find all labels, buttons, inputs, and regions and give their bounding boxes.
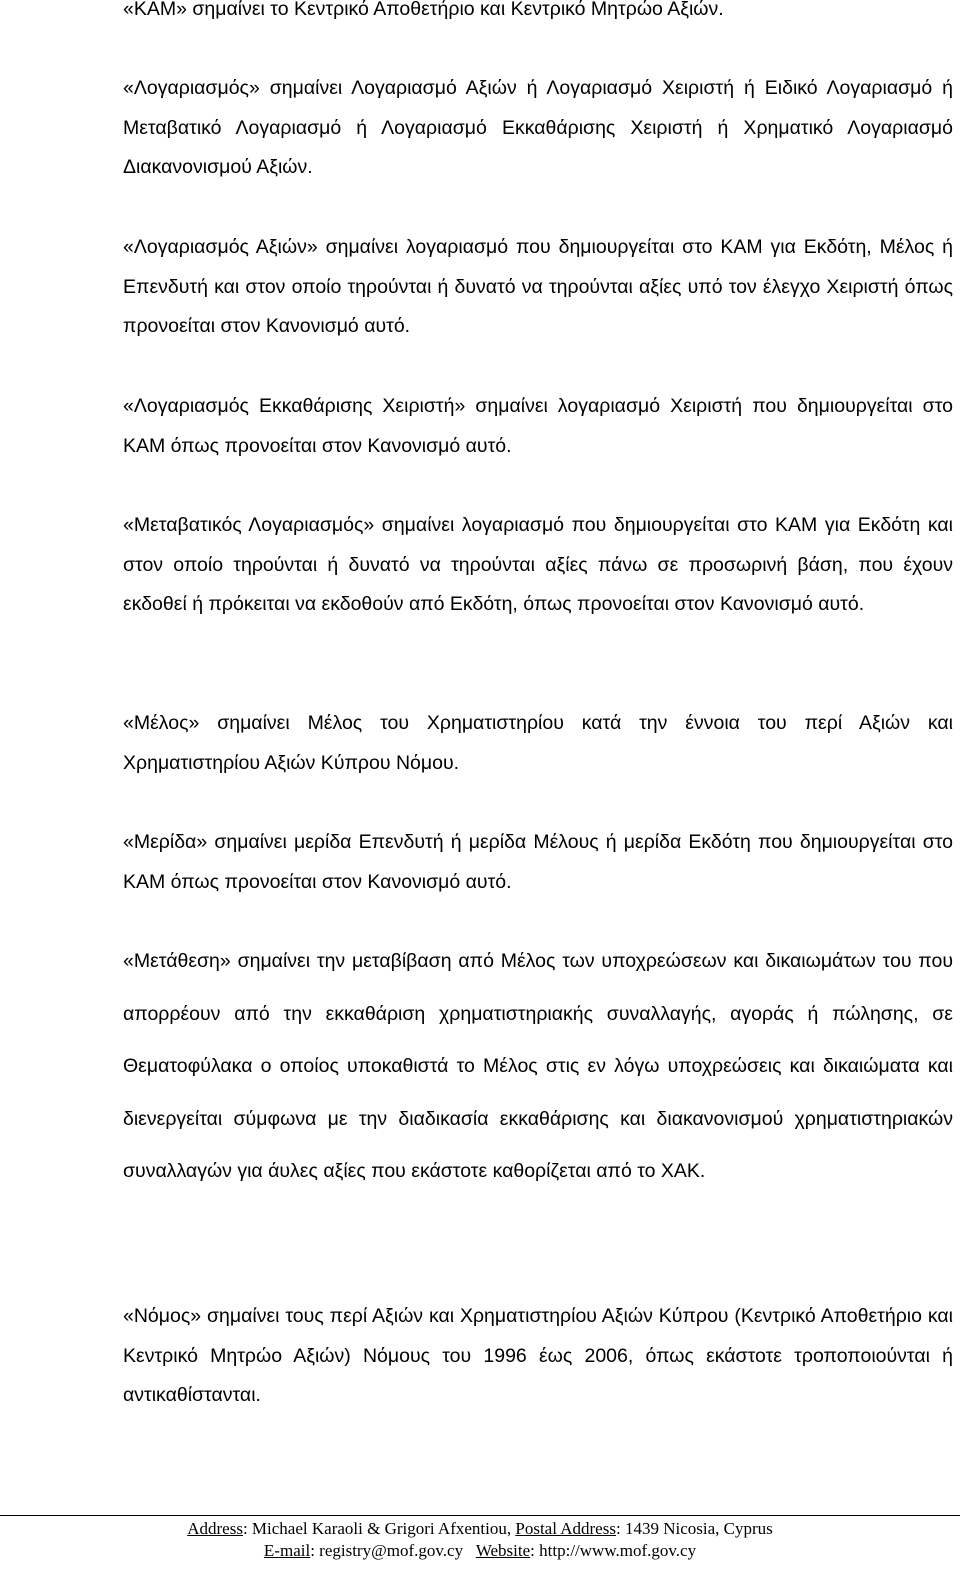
postal-address-label: Postal Address <box>515 1519 616 1538</box>
footer-divider <box>0 1515 960 1516</box>
email-link[interactable]: : registry@mof.gov.cy <box>310 1541 464 1560</box>
footer-address-line <box>0 1518 960 1540</box>
definition-nomos: «Νόμος» σημαίνει τους περί Αξιών και Χρηματιστηρίου Αξιών Κύπρου (Κεντρικό Αποθετήριο και Κεντρικό Μητρώο Αξιών) Νόμους του 1996 έως 2006, όπως εκάστοτε τροποποιούνται ή αντικαθίστανται. <box>123 1305 953 1406</box>
footer-contact-line <box>0 1540 960 1562</box>
definition-logariasmos-axion: «Λογαριασμός Αξιών» σημαίνει λογαριασμό που δημιουργείται στο ΚΑΜ για Εκδότη, Μέλος ή Επενδυτή και στον οποίο τηρούνται ή δυνατό να τηρούνται αξίες υπό τον έλεγχο Χειριστή όπως προνοείται στον Κανονισμό αυτό. <box>123 236 953 337</box>
postal-address-value: : 1439 Nicosia, Cyprus <box>615 1519 773 1538</box>
website-link[interactable]: : http://www.mof.gov.cy <box>530 1541 697 1560</box>
definition-merida: «Μερίδα» σημαίνει μερίδα Επενδυτή ή μερίδα Μέλους ή μερίδα Εκδότη που δημιουργείται στο ΚΑΜ όπως προνοείται στον Κανονισμό αυτό. <box>123 831 953 893</box>
definition-logariasmos-ekkatharisis: «Λογαριασμός Εκκαθάρισης Χειριστή» σημαίνει λογαριασμό Χειριστή που δημιουργείται στο ΚΑΜ όπως προνοείται στον Κανονισμό αυτό. <box>123 395 953 457</box>
address-value: : Michael Karaoli & Grigori Afxentiou, <box>242 1519 516 1538</box>
definition-metathesi: «Μετάθεση» σημαίνει την μεταβίβαση από Μέλος των υποχρεώσεων και δικαιωμάτων του που απορρέουν από την εκκαθάριση χρηματιστηριακής συναλλαγής, αγοράς ή πώλησης, σε Θεματοφύλακα ο οποίος υποκαθιστά το Μέλος στις εν λόγω υποχρεώσεις και δικαιώματα και διενεργείται σύμφωνα με την διαδικασία εκκαθάρισης και διακανονισμού χρηματιστηριακών συναλλαγών για άυλες αξίες που εκάστοτε καθορίζεται από το ΧΑΚ. <box>123 950 953 1182</box>
address-label: Address <box>187 1519 243 1538</box>
definition-metavatikos-logariasmos: «Μεταβατικός Λογαριασμός» σημαίνει λογαριασμό που δημιουργείται στο ΚΑΜ για Εκδότη και στον οποίο τηρούνται ή δυνατό να τηρούνται αξίες πάνω σε προσωρινή βάση, που έχουν εκδοθεί ή πρόκειται να εκδοθούν από Εκδότη, όπως προνοείται στον Κανονισμό αυτό. <box>123 514 953 615</box>
page-footer <box>0 1518 960 1562</box>
website-label: Website <box>475 1541 531 1560</box>
definition-kam: «ΚΑΜ» σημαίνει το Κεντρικό Αποθετήριο και Κεντρικό Μητρώο Αξιών. <box>123 0 724 20</box>
email-label: E-mail <box>263 1541 311 1560</box>
definition-logariasmos: «Λογαριασμός» σημαίνει Λογαριασμό Αξιών ή Λογαριασμό Χειριστή ή Ειδικό Λογαριασμό ή Μεταβατικό Λογαριασμό ή Λογαριασμό Εκκαθάρισης Χειριστή ή Χρηματικό Λογαριασμό Διακανονισμού Αξιών. <box>123 77 953 178</box>
definition-melos: «Μέλος» σημαίνει Μέλος του Χρηματιστηρίου κατά την έννοια του περί Αξιών και Χρηματιστηρίου Αξιών Κύπρου Νόμου. <box>123 712 953 774</box>
